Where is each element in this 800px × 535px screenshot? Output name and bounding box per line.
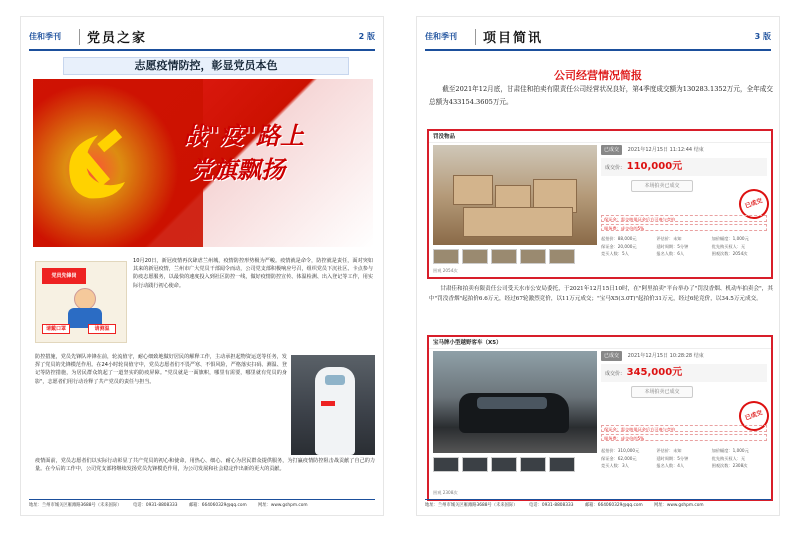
auction-details-grid [601,447,767,470]
detail-item: 优先购买权人：无 [711,243,746,249]
footer-email: 邮箱：664060329@qq.com [584,503,643,508]
header-divider [79,29,80,45]
footer-address: 地址：兰州市城关区雁滩路3688号（未来国际） [425,503,518,508]
detail-item: 优先购买权人：无 [711,455,746,461]
footer-website: 网址：www.gshpm.com [654,503,704,508]
thumbnail[interactable] [433,457,459,472]
detail-item: 围观次数：2054次 [711,251,748,256]
thumbnail[interactable] [491,457,517,472]
section-title: 党员之家 [87,31,148,46]
thumbnail[interactable] [549,249,575,264]
auction-status-row [601,351,767,361]
fee-note: 服务费：成交价的5% [601,434,767,441]
final-price: 110,000元 [626,161,683,172]
article-title: 公司经营情况简报 [554,69,642,82]
auction-closed-button[interactable]: 本场拍卖已成交 [631,180,693,192]
page-header [425,27,771,51]
deposit-note: 保证金：需交纳保证金后方可参与竞拍 [601,215,767,222]
article-paragraph-2: 防控措施，党员先锋队冲锋在前，轮流值守，耐心细致地做好居民的解释工作，主动承担起物资运送等任务，发挥了党员的先锋模范作用。在24小时轮岗值守中，党员志愿者们不畏严寒、不惧风险，严格落实扫码、测温、登记等防控措施，为居民群众筑起了一道坚实的防疫屏障。"党员就是一面旗帜，哪里有需要，哪里就有党员的身影"，志愿者们用行动诠释了共产党员的责任与担当。 [35,354,287,385]
auction-photo [433,351,597,453]
article-lead: 截至2021年12月底，甘肃佳和拍卖有限责任公司经营状况良好，第4季度成交额为130283.1352万元，全年成交总额为433154.3605万元。 [429,85,773,106]
detail-item: 围观次数：2308次 [711,463,748,468]
thumbnail[interactable] [462,457,488,472]
final-price: 345,000元 [626,367,683,378]
hero-image [33,79,373,247]
detail-item: 延时周期：5分钟 [656,455,689,461]
status-badge: 已成交 [601,145,622,155]
detail-item: 起拍价：310,000元 [601,448,640,453]
price-label: 成交价： [605,165,626,171]
newsletter-page-right [416,16,780,516]
deposit-note: 保证金：需交纳保证金后方可参与竞拍 [601,425,767,432]
detail-item: 加价幅度：1,000元 [711,236,749,241]
status-badge: 已成交 [601,351,622,361]
detail-item: 评估价：未知 [656,236,682,241]
view-count: 围观 2308次 [433,490,458,495]
auction-closed-button[interactable]: 本场拍卖已成交 [631,386,693,398]
price-bar [601,364,767,382]
thumbnail[interactable] [491,249,517,264]
fee-note: 服务费：成交价的5% [601,224,767,231]
article-paragraph-3: 疫情面前，党员志愿者们以实际行动彰显了共产党员的初心和使命，用热心、细心、耐心为居民群众提供服务，为打赢疫情防控阻击战贡献了自己的力量。在今后的工作中，公司党支部将继续发扬党员先锋模范作用，为公司发展和社会稳定作出新的更大的贡献。 [35,458,375,473]
auction-info [601,145,767,192]
footer-phone: 电话：0931-8808333 [132,503,178,508]
detail-item: 报名人数：4人 [656,463,685,468]
auction-details-grid [601,235,767,258]
sold-stamp: 已成交 [735,397,773,435]
cartoon-board-temp: 请测温 [88,324,116,334]
footer-email: 邮箱：664060329@qq.com [188,503,247,508]
auction-info [601,351,767,398]
newsletter-page-left [20,16,384,516]
hammer-sickle-icon [53,119,143,209]
thumbnail[interactable] [462,249,488,264]
auction-title: 宝马牌小型越野客车（X5） [429,337,771,349]
car-window [477,397,547,409]
detail-item: 竞买人数：3人 [601,463,629,468]
detail-item: 报名人数：6人 [656,251,685,256]
thumbnail-strip [433,457,575,472]
thumbnail[interactable] [520,457,546,472]
detail-item: 评估价：未知 [656,448,682,453]
auction-title: 罚没物品 [429,131,771,143]
brand-name: 佳和季刊 [425,32,457,41]
thumbnail[interactable] [520,249,546,264]
auction-photo [433,145,597,245]
section-title: 项目简讯 [483,31,544,46]
footer-phone: 电话：0931-8808333 [528,503,574,508]
price-label: 成交价： [605,371,626,377]
thumbnail-strip [433,249,575,264]
end-time: 2021年12月15日 10:28:28 结束 [627,353,704,359]
auction-card-cigarettes [427,129,773,279]
footer-address: 地址：兰州市城关区雁滩路3688号（未来国际） [29,503,122,508]
detail-item: 保证金：62,000元 [601,455,637,461]
hero-line-1: 战"疫"路上 [183,121,305,150]
end-time: 2021年12月15日 11:12:44 结束 [627,147,704,153]
page-number: 3 版 [754,32,771,41]
goods-box [453,175,493,205]
detail-item: 竞买人数：5人 [601,251,629,256]
auction-card-bmw-x5 [427,335,773,501]
auction-status-row [601,145,767,155]
article-paragraph-1: 10月20日，新冠疫情再次肆虐兰州城，疫情防控形势极为严峻。疫情就是命令，防控就是责任，面对突如其来的新冠疫情，兰州市广大党员干部闻令而动，公司党支部积极响应号召，组织党员下沉社区、卡点参与防疫志愿服务，以最快的速度投入到社区防控一线，做好疫情防控宣传、体温检测、出入登记等工作，用实际行动践行初心使命。 [133,258,373,289]
page-footer [29,499,375,511]
goods-box [463,207,573,237]
hero-calligraphy [183,119,363,187]
thumbnail[interactable] [549,457,575,472]
thumbnail[interactable] [433,249,459,264]
footer-website: 网址：www.gshpm.com [258,503,308,508]
price-bar [601,158,767,176]
cartoon-head [74,288,96,310]
cartoon-illustration [35,261,127,343]
detail-item: 延时周期：5分钟 [656,243,689,249]
face-shield [325,375,345,385]
page-number: 2 版 [358,32,375,41]
red-armband [321,401,335,406]
brand-name: 佳和季刊 [29,32,61,41]
header-divider [475,29,476,45]
view-count: 围观 2054次 [433,268,458,273]
article-title: 志愿疫情防控，彰显党员本色 [63,57,349,75]
article-paragraph: 甘肃佳和拍卖有限责任公司受天水市公安局委托，于2021年12月15日10时，在"阿里拍卖"平台举办了"罚没香烟、机动车拍卖会"，其中"罚没香烟"起拍价6.6万元，经过67轮激烈竞价，以11万元成交；"宝马X5(3.0T)"起拍价31万元，经过6轮竞价，以34.5万元成交。 [429,286,773,302]
cartoon-sign: 党员先锋岗 [42,268,86,284]
hero-line-2: 党旗飘扬 [189,155,285,184]
page-header [29,27,375,51]
detail-item: 加价幅度：1,000元 [711,448,749,453]
page-footer [425,499,771,511]
volunteer-photo [291,355,375,455]
sold-stamp: 已成交 [735,185,773,223]
cartoon-board-mask: 请戴口罩 [42,324,70,334]
detail-item: 起拍价：88,000元 [601,236,637,241]
detail-item: 保证金：20,000元 [601,243,637,249]
